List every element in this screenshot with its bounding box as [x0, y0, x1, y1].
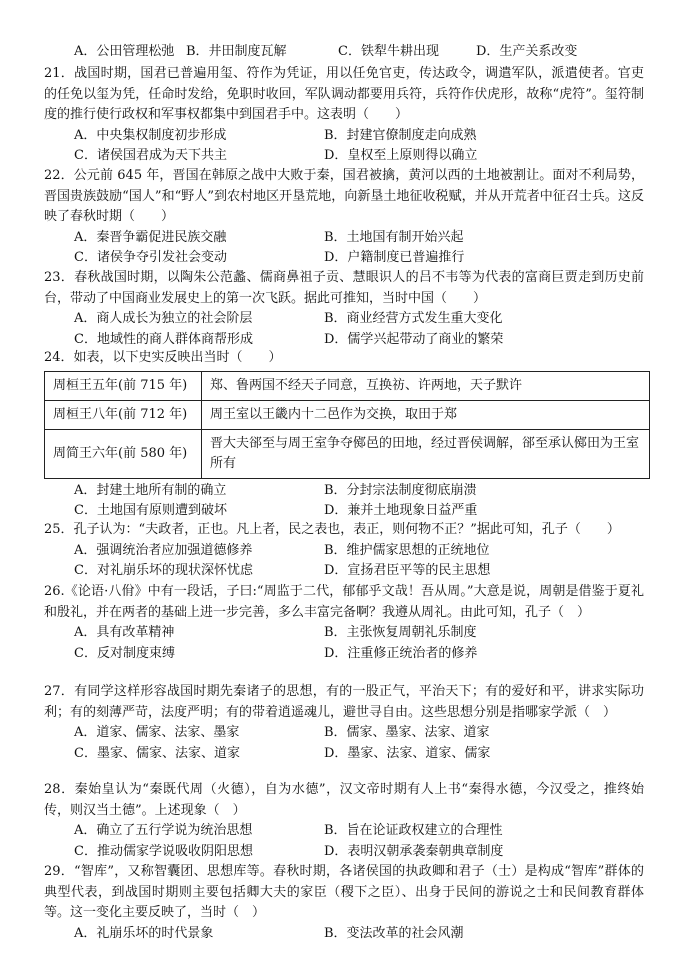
q27-option-b: B．儒家、墨家、法家、道家 — [324, 725, 490, 741]
q24-options-row-1 — [44, 481, 644, 502]
q27-option-d: D．墨家、法家、道家、儒家 — [324, 745, 491, 761]
q27-options-row-1 — [44, 723, 644, 744]
question-28 — [44, 780, 644, 862]
table-cell-event: 周王室以王畿内十二邑作为交换，取田于郑 — [202, 400, 650, 429]
q28-option-c: C．推动儒家学说吸收阴阳思想 — [74, 843, 253, 859]
q26-option-b: B．主张恢复周朝礼乐制度 — [324, 625, 477, 641]
question-22 — [44, 166, 644, 269]
q29-option-b: B．变法改革的社会风潮 — [324, 925, 464, 941]
question-27 — [44, 682, 644, 764]
table-cell-period: 周简王六年(前 580 年) — [45, 429, 202, 478]
q21-options-row-1 — [44, 126, 644, 147]
question-25 — [44, 520, 644, 582]
q24-history-table — [44, 371, 650, 479]
q22-options-row-2 — [44, 248, 644, 269]
q26-options-row-1 — [44, 623, 644, 644]
q22-option-b: B．土地国有制开始兴起 — [324, 229, 464, 245]
q23-option-c: C．地域性的商人群体商帮形成 — [74, 331, 253, 347]
q27-options-row-2 — [44, 744, 644, 765]
q21-option-b: B．封建官僚制度走向成熟 — [324, 127, 477, 143]
question-21 — [44, 64, 644, 167]
q29-stem: 29．“智库”，又称智囊团、思想库等。春秋时期，各诸侯国的执政卿和君子（士）是构成“智库”群体的典型代表，到战国时期则主要包括卿大夫的家臣（稷下之臣）、出身于民间的游说之士和民间教育群体等。这一变化主要反映了，当时（ ） — [44, 864, 644, 921]
q23-options-row-1 — [44, 309, 644, 330]
q21-options-row-2 — [44, 146, 644, 167]
q24-option-b: B．分封宗法制度彻底崩溃 — [324, 482, 477, 498]
q25-option-c: C．对礼崩乐坏的现状深怀忧虑 — [74, 563, 253, 579]
q20-option-d: D．生产关系改变 — [476, 44, 578, 59]
q23-option-d: D．儒学兴起带动了商业的繁荣 — [324, 331, 504, 347]
q27-option-a: A．道家、儒家、法家、墨家 — [74, 725, 240, 741]
q21-option-c: C．诸侯国君成为天下共主 — [74, 148, 227, 164]
q20-option-a: A．公田管理松弛 — [74, 44, 175, 59]
q28-options-row-1 — [44, 821, 644, 842]
table-row — [45, 400, 650, 429]
q26-stem: 26.《论语·八佾》中有一段话，子曰:“周监于二代，郁郁乎文哉！吾从周。”大意是说，周朝是借鉴于夏礼和殷礼，并在两者的基础上进一步完善，多么丰富完备啊？我遵从周礼。由此可知，孔子（ ） — [44, 584, 644, 620]
table-cell-event: 郑、鲁两国不经天子同意，互换祊、许两地，天子默许 — [202, 371, 650, 400]
q27-option-c: C．墨家、儒家、法家、道家 — [74, 745, 240, 761]
q21-stem: 21．战国时期，国君已普遍用玺、符作为凭证，用以任免官吏，传达政令，调遣军队，派遣使者。官吏的任免以玺为凭，任命时发给，免职时收回，军队调动都要用兵符，兵符作伏虎形，故称“虎符”。玺符制度的推行使行政权和军事权都集中到国君手中。这表明（ ） — [44, 66, 644, 123]
q25-option-d: D．宣扬君臣平等的民主思想 — [324, 563, 491, 579]
q27-stem: 27．有同学这样形容战国时期先秦诸子的思想，有的一股正气，平治天下；有的爱好和平，讲求实际功利；有的刻薄严苛，法度严明；有的带着逍遥魂儿，避世寻自由。这些思想分别是指哪家学派（ ） — [44, 684, 644, 720]
q26-options-row-2 — [44, 644, 644, 665]
q28-option-a: A．确立了五行学说为统治思想 — [74, 823, 253, 839]
table-row — [45, 371, 650, 400]
q25-option-b: B．维护儒家思想的正统地位 — [324, 542, 490, 558]
question-24 — [44, 348, 644, 522]
q22-option-a: A．秦晋争霸促进民族交融 — [74, 229, 227, 245]
q22-option-c: C．诸侯争夺引发社会变动 — [74, 250, 227, 266]
q26-option-c: C．反对制度束缚 — [74, 645, 175, 661]
q21-option-a: A．中央集权制度初步形成 — [74, 127, 227, 143]
table-row — [45, 429, 650, 478]
table-cell-event: 晋大夫郤至与周王室争夺鄇邑的田地，经过晋侯调解，郤至承认鄇田为王室所有 — [202, 429, 650, 478]
q28-option-b: B．旨在论证政权建立的合理性 — [324, 823, 503, 839]
q24-stem: 24．如表，以下史实反映出当时（ ） — [44, 350, 282, 365]
q29-option-a: A．礼崩乐坏的时代景象 — [74, 925, 214, 941]
question-26 — [44, 582, 644, 664]
q25-options-row-1 — [44, 541, 644, 562]
q24-option-a: A．封建土地所有制的确立 — [74, 482, 227, 498]
q28-stem: 28．秦始皇认为“秦既代周（火德），自为水德”，汉文帝时期有人上书“秦得水德，今汉受之，推终始传，则汉当土德”。上述现象（ ） — [44, 782, 644, 818]
q25-stem: 25．孔子认为：“夫政者，正也。凡上者，民之表也，表正，则何物不正？”据此可知，孔子（ ） — [44, 522, 620, 537]
q24-options-row-2 — [44, 501, 644, 522]
q24-option-d: D．兼并土地现象日益严重 — [324, 503, 478, 519]
q29-options-row-1 — [44, 924, 644, 945]
q24-option-c: C．土地国有原则遭到破坏 — [74, 503, 227, 519]
table-cell-period: 周桓王八年(前 712 年) — [45, 400, 202, 429]
q20-option-b: B．井田制度瓦解 — [186, 44, 287, 59]
table-cell-period: 周桓王五年(前 715 年) — [45, 371, 202, 400]
q21-option-d: D．皇权至上原则得以确立 — [324, 148, 478, 164]
q28-options-row-2 — [44, 842, 644, 863]
q22-stem: 22．公元前 645 年，晋国在韩原之战中大败于秦，国君被擒，黄河以西的土地被割让。面对不利局势，晋国贵族鼓励“国人”和“野人”到农村地区开垦荒地，向新垦土地征收税赋，并从开荒者中征召士兵。这反映了春秋时期（ ） — [44, 168, 644, 225]
q20-options — [44, 42, 644, 63]
q23-option-b: B．商业经营方式发生重大变化 — [324, 311, 503, 327]
q23-stem: 23．春秋战国时期，以陶朱公范蠡、儒商鼻祖子贡、慧眼识人的吕不韦等为代表的富商巨贾走到历史前台，带动了中国商业发展史上的第一次飞跃。据此可推知，当时中国（ ） — [44, 270, 644, 306]
q20-options-row — [44, 42, 644, 63]
q22-option-d: D．户籍制度已普遍推行 — [324, 250, 465, 266]
q20-option-c: C．铁犁牛耕出现 — [338, 44, 439, 59]
q26-option-d: D．注重修正统治者的修养 — [324, 645, 478, 661]
q28-option-d: D．表明汉朝承袭秦朝典章制度 — [324, 843, 504, 859]
question-29 — [44, 862, 644, 944]
q22-options-row-1 — [44, 228, 644, 249]
q25-option-a: A．强调统治者应加强道德修养 — [74, 542, 253, 558]
question-23 — [44, 268, 644, 350]
q25-options-row-2 — [44, 561, 644, 582]
q23-option-a: A．商人成长为独立的社会阶层 — [74, 311, 253, 327]
q26-option-a: A．具有改革精神 — [74, 625, 175, 641]
